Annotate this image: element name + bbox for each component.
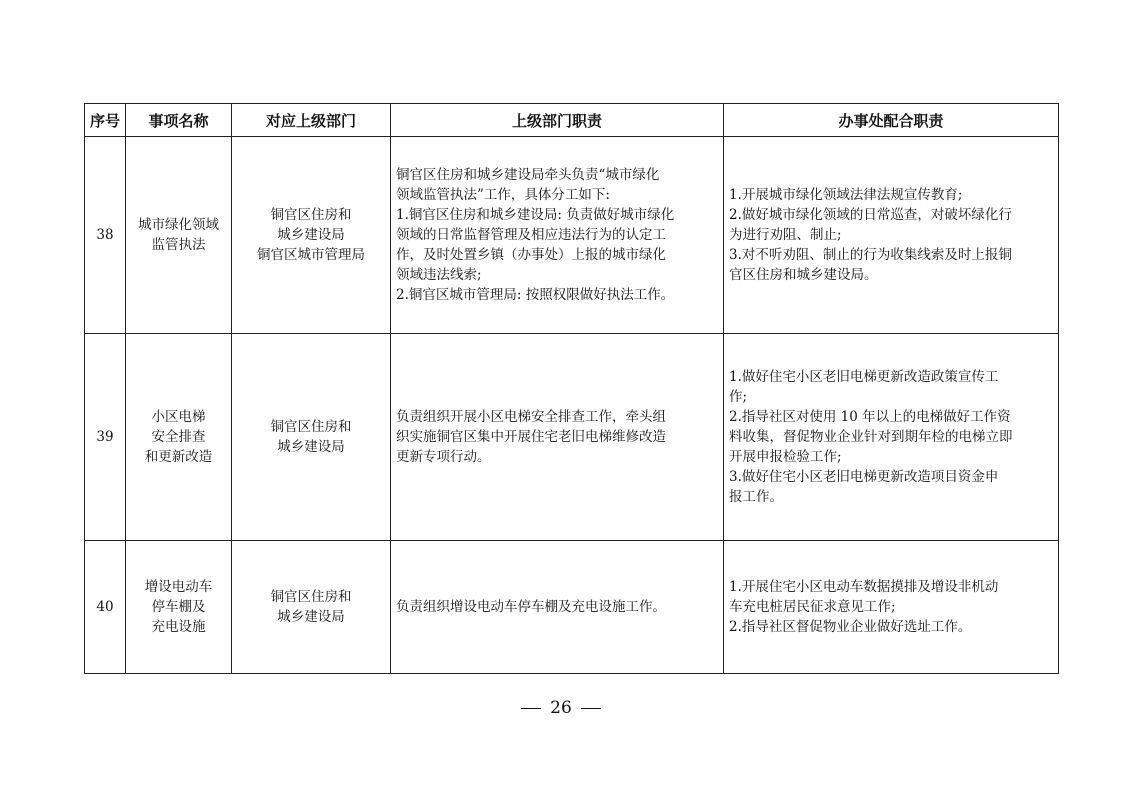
duty-line: 1.铜官区住房和城乡建设局: 负责做好城市绿化 <box>396 207 675 223</box>
row-number: 38 <box>85 137 126 334</box>
table-row <box>85 137 1059 334</box>
department-line: 城乡建设局 <box>277 609 345 625</box>
duty-line: 领域监管执法”工作，具体分工如下: <box>396 187 610 203</box>
department-cell <box>232 137 391 334</box>
cooperation-line: 1.做好住宅小区老旧电梯更新改造政策宣传工 <box>729 369 999 385</box>
header-superior-department: 对应上级部门 <box>232 104 391 137</box>
header-superior-duties: 上级部门职责 <box>391 104 724 137</box>
row-number: 39 <box>85 334 126 541</box>
row-number: 40 <box>85 541 126 674</box>
item-name-line: 小区电梯 <box>151 409 206 425</box>
page-number-value: 26 <box>550 698 572 718</box>
table-row <box>85 541 1059 674</box>
responsibility-table <box>84 103 1059 674</box>
cooperation-line: 作; <box>729 389 748 405</box>
page-number-left-dash <box>521 708 541 709</box>
duty-line: 织实施铜官区集中开展住宅老旧电梯维修改造 <box>396 429 666 445</box>
department-line: 铜官区住房和 <box>270 419 352 435</box>
table-header-row <box>85 104 1059 137</box>
cooperation-duty-cell <box>724 541 1059 674</box>
department-line: 城乡建设局 <box>277 227 345 243</box>
cooperation-line: 1.开展城市绿化领域法律法规宣传教育; <box>729 187 963 203</box>
page-number-right-dash <box>581 708 601 709</box>
item-name-cell <box>126 541 232 674</box>
cooperation-line: 料收集，督促物业企业针对到期年检的电梯立即 <box>729 429 1013 445</box>
cooperation-line: 3.做好住宅小区老旧电梯更新改造项目资金申 <box>729 469 999 485</box>
department-line: 铜官区住房和 <box>270 589 352 605</box>
header-serial-number: 序号 <box>85 104 126 137</box>
item-name-line: 增设电动车 <box>144 579 213 595</box>
cooperation-duty-cell <box>724 334 1059 541</box>
item-name-line: 充电设施 <box>151 619 206 635</box>
cooperation-line: 2.做好城市绿化领域的日常巡查，对破坏绿化行 <box>729 207 1012 223</box>
department-cell <box>232 541 391 674</box>
cooperation-duty-cell <box>724 137 1059 334</box>
superior-duty-cell <box>391 541 724 674</box>
duty-line: 2.铜官区城市管理局: 按照权限做好执法工作。 <box>396 287 675 303</box>
item-name-line: 监管执法 <box>151 237 206 253</box>
table-row <box>85 334 1059 541</box>
superior-duty-cell <box>391 137 724 334</box>
superior-duty-cell <box>391 334 724 541</box>
department-cell <box>232 334 391 541</box>
duty-line: 更新专项行动。 <box>396 449 491 465</box>
item-name-line: 安全排查 <box>151 429 206 445</box>
cooperation-line: 为进行劝阻、制止; <box>729 227 842 243</box>
department-line: 铜官区城市管理局 <box>257 247 365 263</box>
item-name-line: 城市绿化领域 <box>138 217 219 233</box>
item-name-cell <box>126 137 232 334</box>
cooperation-line: 报工作。 <box>729 489 783 505</box>
cooperation-line: 车充电桩居民征求意见工作; <box>729 599 896 615</box>
duty-line: 领域违法线索; <box>396 267 482 283</box>
duty-line: 领域的日常监督管理及相应违法行为的认定工 <box>396 227 666 243</box>
cooperation-line: 2.指导社区督促物业企业做好选址工作。 <box>729 619 972 635</box>
item-name-line: 和更新改造 <box>144 449 213 465</box>
department-line: 城乡建设局 <box>277 439 345 455</box>
duty-line: 负责组织增设电动车停车棚及充电设施工作。 <box>396 599 666 615</box>
header-item-name: 事项名称 <box>126 104 232 137</box>
duty-line: 作，及时处置乡镇（办事处）上报的城市绿化 <box>396 247 666 263</box>
page-number <box>0 698 1122 718</box>
cooperation-line: 3.对不听劝阻、制止的行为收集线索及时上报铜 <box>729 247 1012 263</box>
department-line: 铜官区住房和 <box>270 207 352 223</box>
duty-line: 负责组织开展小区电梯安全排查工作，牵头组 <box>396 409 666 425</box>
header-office-cooperation-duties: 办事处配合职责 <box>724 104 1059 137</box>
duty-line: 铜官区住房和城乡建设局牵头负责“城市绿化 <box>396 167 660 183</box>
cooperation-line: 2.指导社区对使用 10 年以上的电梯做好工作资 <box>729 409 1011 425</box>
item-name-line: 停车棚及 <box>151 599 206 615</box>
cooperation-line: 开展申报检验工作; <box>729 449 842 465</box>
item-name-cell <box>126 334 232 541</box>
cooperation-line: 官区住房和城乡建设局。 <box>729 267 878 283</box>
cooperation-line: 1.开展住宅小区电动车数据摸排及增设非机动 <box>729 579 999 595</box>
